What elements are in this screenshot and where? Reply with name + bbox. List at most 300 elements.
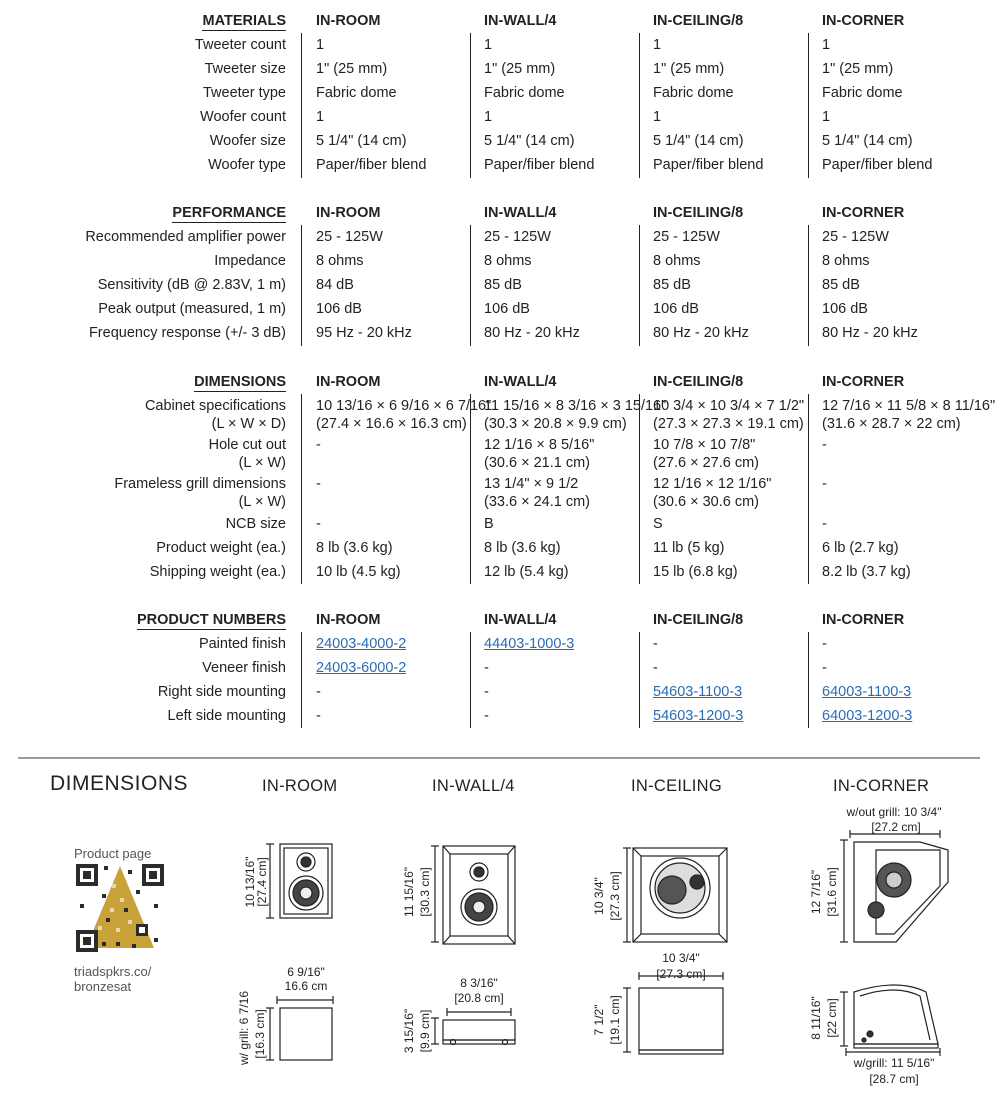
value-line-2: (30.3 × 20.8 × 9.9 cm) xyxy=(484,416,627,432)
materials-header-row xyxy=(0,12,1000,36)
spec-row xyxy=(0,132,1000,156)
spec-value-in-ceiling xyxy=(653,132,744,150)
spec-value-in-room xyxy=(316,84,397,102)
column-header-in-room: IN-ROOM xyxy=(316,13,381,29)
column-header-in-ceiling: IN-CEILING/8 xyxy=(653,612,744,628)
value-line: 8 lb (3.6 kg) xyxy=(316,540,393,556)
value-line-2: (31.6 × 28.7 × 22 cm) xyxy=(822,416,961,432)
value-line: 13 1/4" × 9 1/2 xyxy=(484,476,579,492)
spec-value-in-corner xyxy=(822,36,830,54)
value-line: 85 dB xyxy=(484,277,522,293)
performance-header-row xyxy=(0,204,1000,228)
spec-row-label xyxy=(20,156,286,174)
value-line: 1" (25 mm) xyxy=(822,61,894,77)
spec-value-in-wall xyxy=(484,539,561,557)
value-line: 1" (25 mm) xyxy=(653,61,725,77)
spec-row-label xyxy=(20,36,286,54)
value-line: - xyxy=(822,516,827,532)
value-line: 8 ohms xyxy=(653,253,701,269)
in-ceiling-depth-in: 7 1/2" xyxy=(592,1004,606,1036)
spec-row xyxy=(0,539,1000,563)
product-number-link[interactable]: 44403-1000-3 xyxy=(484,636,575,652)
value-line: - xyxy=(822,476,827,492)
value-line: 8 ohms xyxy=(316,253,364,269)
value-line: Fabric dome xyxy=(822,85,903,101)
spec-value-in-ceiling xyxy=(653,276,691,294)
spec-value-in-corner xyxy=(822,683,911,701)
spec-value-in-corner xyxy=(822,635,827,653)
spec-row xyxy=(0,228,1000,252)
value-line: 1 xyxy=(653,109,662,125)
label-line-2: (L × W × D) xyxy=(211,416,286,432)
product-number-link[interactable]: 64003-1200-3 xyxy=(822,708,913,724)
value-line: - xyxy=(484,708,489,724)
spec-value-in-ceiling xyxy=(653,683,742,701)
value-line-2: (30.6 × 21.1 cm) xyxy=(484,455,590,471)
spec-value-in-corner xyxy=(822,84,903,102)
value-line: B xyxy=(484,516,494,532)
value-line: 1 xyxy=(316,109,325,125)
value-line: 106 dB xyxy=(484,301,530,317)
column-header-in-corner: IN-CORNER xyxy=(822,612,905,628)
label-line: Frameless grill dimensions xyxy=(114,476,286,492)
qr-url-line2: bronzesat xyxy=(74,979,132,994)
spec-value-in-corner xyxy=(822,252,870,270)
spec-value-in-corner xyxy=(822,276,860,294)
product-numbers-header-row xyxy=(0,611,1000,635)
spec-value-in-ceiling xyxy=(653,36,661,54)
spec-value-in-room xyxy=(316,132,407,150)
drawing-title-in-room: IN-ROOM xyxy=(262,777,338,795)
spec-value-in-corner xyxy=(822,397,995,433)
value-line: - xyxy=(653,636,658,652)
in-corner-bottom-cm: [28.7 cm] xyxy=(869,1072,919,1086)
value-line: Fabric dome xyxy=(653,85,734,101)
spec-row xyxy=(0,300,1000,324)
spec-value-in-corner xyxy=(822,324,918,342)
in-corner-depth-cm: [22 cm] xyxy=(825,998,839,1038)
in-corner-top-in: w/out grill: 10 3/4" xyxy=(846,805,942,819)
in-corner-top-cm: [27.2 cm] xyxy=(871,820,921,834)
value-line: 10 13/16 × 6 9/16 × 6 7/16" xyxy=(316,398,492,414)
spec-value-in-corner xyxy=(822,300,868,318)
spec-value-in-room xyxy=(316,108,324,126)
value-line: 10 lb (4.5 kg) xyxy=(316,564,401,580)
value-line: 12 lb (5.4 kg) xyxy=(484,564,569,580)
label-line: Recommended amplifier power xyxy=(85,229,286,245)
spec-value-in-ceiling xyxy=(653,397,804,433)
spec-row-label xyxy=(20,659,286,677)
spec-row xyxy=(0,252,1000,276)
in-wall-height-cm: [30.3 cm] xyxy=(418,867,432,917)
value-line: 80 Hz - 20 kHz xyxy=(653,325,749,341)
in-ceiling-depth-cm: [19.1 cm] xyxy=(608,995,622,1045)
spec-value-in-room xyxy=(316,563,401,581)
spec-value-in-room xyxy=(316,515,321,533)
product-number-link[interactable]: 64003-1100-3 xyxy=(822,684,912,700)
spec-value-in-ceiling xyxy=(653,563,738,581)
value-line: 1 xyxy=(653,37,662,53)
column-header-in-room: IN-ROOM xyxy=(316,205,381,221)
spec-row-label xyxy=(20,300,286,318)
label-line: NCB size xyxy=(225,516,286,532)
section-heading-text: DIMENSIONS xyxy=(194,374,286,390)
spec-row xyxy=(0,635,1000,659)
value-line: - xyxy=(822,660,827,676)
spec-value-in-corner xyxy=(822,436,827,454)
value-line: 1" (25 mm) xyxy=(316,61,388,77)
value-line: - xyxy=(822,437,827,453)
value-line: 25 - 125W xyxy=(484,229,551,245)
value-line: 15 lb (6.8 kg) xyxy=(653,564,738,580)
label-line: Shipping weight (ea.) xyxy=(149,564,286,580)
column-header-in-ceiling: IN-CEILING/8 xyxy=(653,374,744,390)
value-line: 95 Hz - 20 kHz xyxy=(316,325,412,341)
value-line: - xyxy=(316,516,321,532)
value-line: 106 dB xyxy=(822,301,868,317)
spec-row xyxy=(0,707,1000,731)
value-line: 5 1/4" (14 cm) xyxy=(653,133,744,149)
value-line: - xyxy=(316,684,321,700)
spec-value-in-corner xyxy=(822,475,827,493)
drawing-title-in-ceiling: IN-CEILING xyxy=(631,777,723,795)
spec-row xyxy=(0,84,1000,108)
label-line: Veneer finish xyxy=(202,660,286,676)
label-line: Frequency response (+/- 3 dB) xyxy=(88,325,286,341)
value-line: Paper/fiber blend xyxy=(653,157,764,173)
in-room-drawing xyxy=(230,830,350,1070)
in-corner-bottom-in: w/grill: 11 5/16" xyxy=(853,1056,935,1070)
spec-row-label xyxy=(20,60,286,78)
dimensions-header-row xyxy=(0,373,1000,397)
spec-row-label xyxy=(20,436,286,472)
value-line: - xyxy=(484,684,489,700)
value-line: Fabric dome xyxy=(484,85,565,101)
spec-value-in-room xyxy=(316,276,354,294)
label-line: Left side mounting xyxy=(167,708,286,724)
in-wall-width-cm: [20.8 cm] xyxy=(454,991,504,1005)
spec-row-label xyxy=(20,683,286,701)
spec-row xyxy=(0,515,1000,539)
materials-heading xyxy=(20,12,286,30)
spec-value-in-wall xyxy=(484,707,489,725)
value-line-2: (27.4 × 16.6 × 16.3 cm) xyxy=(316,416,467,432)
spec-row-label xyxy=(20,515,286,533)
spec-row-label xyxy=(20,276,286,294)
spec-value-in-corner xyxy=(822,563,911,581)
drawing-title-in-corner: IN-CORNER xyxy=(833,777,930,795)
value-line: 8 lb (3.6 kg) xyxy=(484,540,561,556)
value-line-2: (30.6 × 30.6 cm) xyxy=(653,494,759,510)
spec-row xyxy=(0,276,1000,300)
spec-row xyxy=(0,683,1000,707)
value-line: 25 - 125W xyxy=(653,229,720,245)
spec-value-in-wall xyxy=(484,156,594,174)
column-header-in-ceiling: IN-CEILING/8 xyxy=(653,205,744,221)
column-header-in-ceiling: IN-CEILING/8 xyxy=(653,13,744,29)
spec-value-in-wall xyxy=(484,397,666,433)
in-room-depth-cm: [16.3 cm] xyxy=(253,1009,267,1059)
label-line: Woofer size xyxy=(209,133,286,149)
spec-row xyxy=(0,436,1000,476)
spec-row xyxy=(0,60,1000,84)
value-line: Paper/fiber blend xyxy=(822,157,933,173)
label-line: Hole cut out xyxy=(208,437,286,453)
value-line: - xyxy=(653,660,658,676)
spec-row xyxy=(0,156,1000,180)
column-header-in-wall: IN-WALL/4 xyxy=(484,205,557,221)
label-line: Cabinet specifications xyxy=(144,398,286,414)
product-numbers-heading xyxy=(20,611,286,629)
value-line: 8 ohms xyxy=(822,253,870,269)
label-line: Tweeter type xyxy=(202,85,286,101)
value-line-2: (27.6 × 27.6 cm) xyxy=(653,455,759,471)
spec-value-in-ceiling xyxy=(653,228,720,246)
value-line: 5 1/4" (14 cm) xyxy=(822,133,913,149)
column-header-in-wall: IN-WALL/4 xyxy=(484,374,557,390)
value-line: 1 xyxy=(484,109,493,125)
value-line: 85 dB xyxy=(653,277,691,293)
value-line: 1 xyxy=(822,37,831,53)
in-room-height-in: 10 13/16" xyxy=(243,856,257,908)
spec-value-in-wall xyxy=(484,515,494,533)
in-ceiling-drawing xyxy=(585,830,735,1070)
value-line: 10 3/4 × 10 3/4 × 7 1/2" xyxy=(653,398,805,414)
spec-value-in-wall xyxy=(484,475,590,511)
spec-value-in-ceiling xyxy=(653,156,763,174)
dimensions-heading xyxy=(20,373,286,391)
spec-row-label xyxy=(20,84,286,102)
spec-value-in-wall xyxy=(484,436,594,472)
spec-value-in-ceiling xyxy=(653,60,724,78)
spec-value-in-room xyxy=(316,397,491,433)
value-line: 12 7/16 × 11 5/8 × 8 11/16" xyxy=(822,398,996,414)
spec-value-in-wall xyxy=(484,228,551,246)
in-room-width-in: 6 9/16" xyxy=(287,965,325,979)
in-wall-drawing xyxy=(395,830,535,1070)
spec-value-in-room xyxy=(316,707,321,725)
spec-row-label xyxy=(20,252,286,270)
spec-value-in-ceiling xyxy=(653,707,743,725)
value-line: 5 1/4" (14 cm) xyxy=(484,133,575,149)
in-wall-depth-cm: [9.9 cm] xyxy=(418,1009,432,1053)
value-line: 11 lb (5 kg) xyxy=(653,540,725,556)
spec-value-in-ceiling xyxy=(653,84,734,102)
spec-value-in-room xyxy=(316,539,393,557)
value-line: 1" (25 mm) xyxy=(484,61,556,77)
spec-value-in-room xyxy=(316,659,406,677)
qr-code[interactable] xyxy=(76,864,164,952)
value-line: S xyxy=(653,516,663,532)
performance-heading xyxy=(20,204,286,222)
spec-row-label xyxy=(20,397,286,433)
value-line: 106 dB xyxy=(653,301,699,317)
spec-value-in-ceiling xyxy=(653,436,759,472)
label-line: Sensitivity (dB @ 2.83V, 1 m) xyxy=(97,277,286,293)
spec-value-in-wall xyxy=(484,252,532,270)
spec-value-in-wall xyxy=(484,60,555,78)
in-corner-height-cm: [31.6 cm] xyxy=(825,867,839,917)
in-room-depth-in: w/ grill: 6 7/16 xyxy=(237,990,251,1066)
in-room-height-cm: [27.4 cm] xyxy=(255,857,269,907)
in-corner-drawing xyxy=(800,800,980,1090)
drawing-title-in-wall: IN-WALL/4 xyxy=(432,777,515,795)
value-line: - xyxy=(316,437,321,453)
spec-value-in-ceiling xyxy=(653,108,661,126)
section-heading-text: PERFORMANCE xyxy=(172,205,286,221)
in-wall-width-in: 8 3/16" xyxy=(460,976,498,990)
label-line: Woofer count xyxy=(200,109,286,125)
value-line: 8.2 lb (3.7 kg) xyxy=(822,564,911,580)
spec-row-label xyxy=(20,475,286,511)
spec-value-in-corner xyxy=(822,108,830,126)
spec-value-in-corner xyxy=(822,515,827,533)
spec-value-in-corner xyxy=(822,60,893,78)
spec-row-label xyxy=(20,324,286,342)
dimensions-title: DIMENSIONS xyxy=(50,772,189,795)
value-line: - xyxy=(316,476,321,492)
in-corner-height-in: 12 7/16" xyxy=(809,869,823,915)
value-line: 25 - 125W xyxy=(822,229,889,245)
label-line: Impedance xyxy=(214,253,286,269)
section-heading-text: PRODUCT NUMBERS xyxy=(136,612,286,628)
in-ceiling-height-in: 10 3/4" xyxy=(592,877,606,915)
value-line: Paper/fiber blend xyxy=(484,157,595,173)
spec-row xyxy=(0,324,1000,348)
spec-value-in-corner xyxy=(822,228,889,246)
in-wall-height-in: 11 15/16" xyxy=(402,866,416,918)
spec-value-in-ceiling xyxy=(653,324,749,342)
spec-value-in-ceiling xyxy=(653,659,658,677)
spec-value-in-room xyxy=(316,475,321,493)
value-line: 85 dB xyxy=(822,277,860,293)
spec-value-in-corner xyxy=(822,539,899,557)
label-line-2: (L × W) xyxy=(238,455,286,471)
in-ceiling-width-cm: [27.3 cm] xyxy=(656,967,706,981)
value-line: 84 dB xyxy=(316,277,354,293)
spec-value-in-room xyxy=(316,436,321,454)
spec-value-in-room xyxy=(316,36,324,54)
qr-url[interactable] xyxy=(74,964,151,994)
qr-url-line1: triadspkrs.co/ xyxy=(74,964,152,979)
value-line: - xyxy=(484,660,489,676)
value-line: 1 xyxy=(822,109,831,125)
spec-row xyxy=(0,108,1000,132)
label-line-2: (L × W) xyxy=(238,494,286,510)
spec-value-in-room xyxy=(316,324,412,342)
column-header-in-corner: IN-CORNER xyxy=(822,205,905,221)
spec-value-in-ceiling xyxy=(653,300,699,318)
column-header-in-corner: IN-CORNER xyxy=(822,13,905,29)
label-line: Woofer type xyxy=(208,157,286,173)
section-heading-text: MATERIALS xyxy=(202,13,286,29)
spec-row-label xyxy=(20,707,286,725)
spec-row-label xyxy=(20,563,286,581)
spec-value-in-wall xyxy=(484,276,522,294)
spec-value-in-wall xyxy=(484,84,565,102)
spec-value-in-wall xyxy=(484,563,569,581)
spec-row xyxy=(0,36,1000,60)
value-line-2: (27.3 × 27.3 × 19.1 cm) xyxy=(653,416,804,432)
spec-value-in-wall xyxy=(484,108,492,126)
spec-value-in-room xyxy=(316,252,364,270)
spec-row xyxy=(0,475,1000,515)
value-line: 80 Hz - 20 kHz xyxy=(484,325,580,341)
value-line: 106 dB xyxy=(316,301,362,317)
value-line: - xyxy=(822,636,827,652)
in-ceiling-width-in: 10 3/4" xyxy=(662,951,700,965)
in-wall-depth-in: 3 15/16" xyxy=(402,1008,416,1054)
spec-value-in-corner xyxy=(822,659,827,677)
spec-value-in-room xyxy=(316,156,426,174)
spec-row xyxy=(0,659,1000,683)
value-line: 12 1/16 × 12 1/16" xyxy=(653,476,772,492)
spec-value-in-ceiling xyxy=(653,475,771,511)
value-line: 12 1/16 × 8 5/16" xyxy=(484,437,595,453)
value-line: 1 xyxy=(316,37,325,53)
in-corner-depth-in: 8 11/16" xyxy=(809,996,823,1040)
spec-value-in-room xyxy=(316,683,321,701)
value-line: 25 - 125W xyxy=(316,229,383,245)
column-header-in-wall: IN-WALL/4 xyxy=(484,612,557,628)
label-line: Painted finish xyxy=(198,636,286,652)
spec-value-in-corner xyxy=(822,707,912,725)
spec-value-in-room xyxy=(316,60,387,78)
value-line: 6 lb (2.7 kg) xyxy=(822,540,899,556)
value-line: 8 ohms xyxy=(484,253,532,269)
spec-row-label xyxy=(20,635,286,653)
spec-value-in-wall xyxy=(484,683,489,701)
spec-value-in-wall xyxy=(484,659,489,677)
spec-value-in-ceiling xyxy=(653,635,658,653)
column-header-in-wall: IN-WALL/4 xyxy=(484,13,557,29)
label-line: Product weight (ea.) xyxy=(156,540,286,556)
in-ceiling-height-cm: [27.3 cm] xyxy=(608,871,622,921)
label-line: Tweeter count xyxy=(194,37,286,53)
value-line: 11 15/16 × 8 3/16 × 3 15/16" xyxy=(484,398,667,414)
column-header-in-room: IN-ROOM xyxy=(316,374,381,390)
value-line: Paper/fiber blend xyxy=(316,157,427,173)
product-number-link[interactable]: 54603-1100-3 xyxy=(653,684,743,700)
section-divider xyxy=(18,757,980,759)
qr-label: Product page xyxy=(74,846,152,861)
spec-row xyxy=(0,397,1000,437)
spec-value-in-corner xyxy=(822,156,932,174)
spec-value-in-ceiling xyxy=(653,539,724,557)
product-number-link[interactable]: 54603-1200-3 xyxy=(653,708,744,724)
spec-row-label xyxy=(20,132,286,150)
spec-row-label xyxy=(20,108,286,126)
value-line: Fabric dome xyxy=(316,85,397,101)
product-number-link[interactable]: 24003-4000-2 xyxy=(316,636,407,652)
column-header-in-corner: IN-CORNER xyxy=(822,374,905,390)
spec-value-in-ceiling xyxy=(653,515,663,533)
spec-value-in-wall xyxy=(484,324,580,342)
value-line: 5 1/4" (14 cm) xyxy=(316,133,407,149)
spec-value-in-wall xyxy=(484,635,574,653)
label-line: Right side mounting xyxy=(157,684,286,700)
spec-value-in-corner xyxy=(822,132,913,150)
spec-value-in-room xyxy=(316,635,406,653)
spec-row xyxy=(0,563,1000,587)
label-line: Peak output (measured, 1 m) xyxy=(98,301,286,317)
spec-value-in-room xyxy=(316,300,362,318)
product-number-link[interactable]: 24003-6000-2 xyxy=(316,660,407,676)
spec-row-label xyxy=(20,539,286,557)
value-line-2: (33.6 × 24.1 cm) xyxy=(484,494,590,510)
spec-row-label xyxy=(20,228,286,246)
spec-value-in-wall xyxy=(484,36,492,54)
